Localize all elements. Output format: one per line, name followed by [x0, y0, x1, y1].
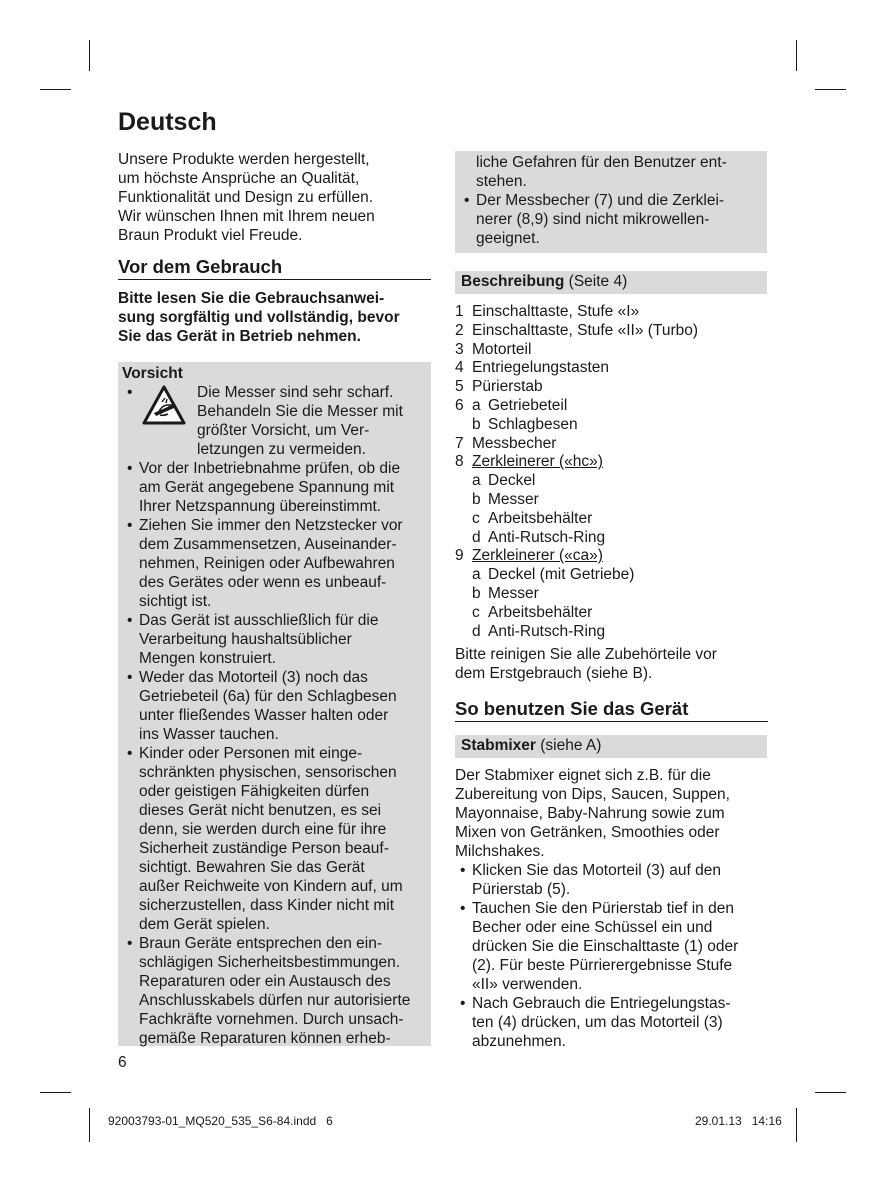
- text-line: Behandeln Sie die Messer mit: [197, 403, 403, 420]
- part-sub-letter: c: [472, 603, 480, 621]
- list-item: [122, 744, 430, 934]
- text-line: Pürierstab (5).: [472, 881, 571, 898]
- text-line: Reparaturen oder ein Austausch des: [139, 973, 391, 990]
- vorsicht-list-continued: [459, 191, 765, 248]
- parts-list-row: [455, 603, 775, 622]
- warning-item: [122, 383, 430, 459]
- part-name: Arbeitsbehälter: [488, 509, 593, 527]
- beschreibung-page-ref: (Seite 4): [568, 273, 628, 290]
- hand-on-knife-warning-icon: [142, 385, 186, 425]
- list-item: [459, 191, 765, 248]
- text-line: • Der Messbecher (7) und die Zerklei-: [476, 192, 725, 209]
- part-sub-letter: d: [472, 622, 481, 640]
- text-line: • Braun Geräte entsprechen den ein-: [139, 935, 382, 952]
- part-number: 9: [455, 547, 464, 565]
- crop-mark: [796, 40, 797, 71]
- text-line: ten (4) drücken, um das Motorteil (3): [472, 1014, 723, 1031]
- crop-mark: [815, 89, 846, 90]
- text-line: Verarbeitung haushaltsüblicher: [139, 631, 352, 648]
- text-line: Braun Produkt viel Freude.: [118, 227, 303, 244]
- page-number: 6: [118, 1054, 127, 1071]
- vorsicht-box: [118, 362, 431, 1046]
- crop-mark: [40, 89, 71, 90]
- part-number: 8: [455, 453, 464, 471]
- text-line: Bitte reinigen Sie alle Zubehörteile vor: [455, 646, 717, 663]
- text-line: Der Stabmixer eignet sich z.B. für die: [455, 767, 711, 784]
- text-line: Bitte lesen Sie die Gebrauchsanwei-: [118, 290, 385, 307]
- part-name: Messer: [488, 584, 539, 602]
- list-item: [122, 934, 430, 1048]
- text-line: letzungen zu vermeiden.: [197, 441, 366, 458]
- text-line: • Klicken Sie das Motorteil (3) auf den: [472, 862, 721, 879]
- text-line: (2). Für beste Pürrierergebnisse Stufe: [472, 957, 733, 974]
- parts-list-row: [455, 415, 775, 434]
- text-line: Sicherheit zuständige Person beauf-: [139, 840, 389, 857]
- text-line: dem Erstgebrauch (siehe B).: [455, 665, 653, 682]
- crop-mark: [89, 40, 90, 71]
- text-line: • Kinder oder Personen mit einge-: [139, 745, 363, 762]
- text-line: des Gerätes oder wenn es unbeauf-: [139, 574, 387, 591]
- list-item: [455, 861, 775, 899]
- part-sub-letter: a: [472, 472, 481, 490]
- text-line: • Das Gerät ist ausschließlich für die: [139, 612, 379, 629]
- text-line: sung sorgfältig und vollständig, bevor: [118, 309, 400, 326]
- stabmixer-title: Stabmixer: [461, 737, 536, 754]
- part-name: Zerkleinerer («ca»): [472, 547, 603, 565]
- text-line: Mayonnaise, Baby-Nahrung sowie zum: [455, 805, 725, 822]
- parts-list-row: [455, 509, 775, 528]
- text-line: • Tauchen Sie den Pürierstab tief in den: [472, 900, 734, 917]
- usage-steps-list: [455, 861, 775, 1051]
- parts-list-row: [455, 302, 775, 321]
- parts-list-row: [455, 434, 775, 453]
- text-line: abzunehmen.: [472, 1033, 566, 1050]
- crop-mark: [815, 1092, 846, 1093]
- part-number: 2: [455, 321, 464, 339]
- text-line: Ihrer Netzspannung übereinstimmt.: [139, 498, 382, 515]
- text-line: Mengen konstruiert.: [139, 650, 276, 667]
- part-number: 1: [455, 303, 464, 320]
- parts-list-row: [455, 546, 775, 565]
- text-line: oder geistigen Fähigkeiten dürfen: [139, 783, 370, 800]
- cleaning-note: [455, 645, 775, 683]
- beschreibung-header: [455, 271, 767, 294]
- list-item: [455, 994, 775, 1051]
- part-name: Motorteil: [472, 340, 532, 358]
- text-line: Milchshakes.: [455, 843, 545, 860]
- text-line: dem Zusammensetzen, Auseinander-: [139, 536, 397, 553]
- section-heading-so-benutzen: So benutzen Sie das Gerät: [455, 698, 768, 722]
- continued-text: [459, 153, 765, 191]
- text-line: gemäße Reparaturen können erheb-: [139, 1030, 391, 1047]
- part-name: Anti-Rutsch-Ring: [488, 528, 606, 546]
- part-name: Arbeitsbehälter: [488, 603, 593, 621]
- part-name: Schlagbesen: [488, 415, 578, 433]
- page-title: Deutsch: [118, 108, 217, 136]
- text-line: sichtigt ist.: [139, 593, 212, 610]
- text-line: • Ziehen Sie immer den Netzstecker vor: [139, 517, 403, 534]
- text-line: Die Messer sind sehr scharf.: [197, 384, 394, 401]
- part-name: Entriegelungstasten: [472, 359, 610, 377]
- warning-text: [197, 383, 403, 459]
- part-sub-letter: b: [472, 584, 481, 602]
- text-line: dieses Gerät nicht benutzen, es sei: [139, 802, 382, 819]
- part-name: Getriebeteil: [488, 396, 568, 414]
- parts-list-row: [455, 584, 775, 603]
- parts-list-row: [455, 622, 775, 641]
- text-line: um höchste Ansprüche an Qualität,: [118, 170, 360, 187]
- vorsicht-list: [122, 459, 430, 1048]
- text-line: dem Gerät spielen.: [139, 916, 270, 933]
- part-sub-letter: a: [472, 396, 481, 414]
- part-name: Pürierstab: [472, 378, 543, 396]
- footer-date-time: 29.01.13 14:16: [695, 1114, 782, 1128]
- part-number: 3: [455, 340, 464, 358]
- text-line: Anschlusskabels dürfen nur autorisierte: [139, 992, 411, 1009]
- text-line: außer Reichweite von Kindern auf, um: [139, 878, 403, 895]
- text-line: Mixen von Getränken, Smoothies oder: [455, 824, 720, 841]
- text-line: nerer (8,9) sind nicht mikrowellen-: [476, 211, 710, 228]
- crop-mark: [89, 1108, 90, 1142]
- text-line: Zubereitung von Dips, Saucen, Suppen,: [455, 786, 730, 803]
- text-line: am Gerät angegebene Spannung mit: [139, 479, 395, 496]
- stabmixer-paragraph: [455, 766, 775, 1051]
- list-item: [122, 516, 430, 611]
- text-line: schlägigen Sicherheitsbestimmungen.: [139, 954, 401, 971]
- text-line: • Nach Gebrauch die Entriegelungstas-: [472, 995, 731, 1012]
- text-line: ins Wasser tauchen.: [139, 726, 279, 743]
- read-instructions-paragraph: [118, 289, 433, 346]
- parts-list: [455, 302, 775, 640]
- text-line: drücken Sie die Einschalttaste (1) oder: [472, 938, 739, 955]
- text-line: Getriebeteil (6a) für den Schlagbesen: [139, 688, 397, 705]
- text-line: sicherzustellen, dass Kinder nicht mit: [139, 897, 395, 914]
- part-number: 4: [455, 359, 464, 377]
- stabmixer-header: [455, 735, 767, 758]
- text-line: nehmen, Reinigen oder Aufbewahren: [139, 555, 395, 572]
- bullet: •: [127, 384, 133, 401]
- part-number: 6: [455, 396, 464, 414]
- part-name: Anti-Rutsch-Ring: [488, 622, 606, 640]
- part-number: 7: [455, 434, 464, 452]
- part-sub-letter: b: [472, 415, 481, 433]
- text-line: schränkten physischen, sensorischen: [139, 764, 397, 781]
- intro-paragraph: [118, 150, 418, 245]
- list-item: [122, 668, 430, 744]
- text-line: Fachkräfte vornehmen. Durch unsach-: [139, 1011, 404, 1028]
- text-line: • Vor der Inbetriebnahme prüfen, ob die: [139, 460, 401, 477]
- text-line: unter fließendes Wasser halten oder: [139, 707, 389, 724]
- text-line: stehen.: [476, 173, 527, 190]
- part-sub-letter: a: [472, 566, 481, 584]
- list-item: [122, 611, 430, 668]
- parts-list-row: [455, 340, 775, 359]
- part-name: Deckel: [488, 472, 536, 490]
- parts-list-row: [455, 528, 775, 547]
- part-name: Einschalttaste, Stufe «I»: [472, 303, 640, 320]
- parts-list-row: [455, 377, 775, 396]
- text-line: Wir wünschen Ihnen mit Ihrem neuen: [118, 208, 375, 225]
- text-line: denn, sie werden durch eine für ihre: [139, 821, 387, 838]
- list-item: [455, 899, 775, 994]
- text-line: • Weder das Motorteil (3) noch das: [139, 669, 368, 686]
- part-name: Zerkleinerer («hc»): [472, 453, 603, 471]
- footer-file-info: 92003793-01_MQ520_535_S6-84.indd 6: [108, 1114, 333, 1128]
- text-line: liche Gefahren für den Benutzer ent-: [476, 154, 727, 171]
- part-sub-letter: d: [472, 528, 481, 546]
- text-line: Funktionalität und Design zu erfüllen.: [118, 189, 374, 206]
- stabmixer-ref: (siehe A): [540, 737, 602, 754]
- text-line: Sie das Gerät in Betrieb nehmen.: [118, 328, 361, 345]
- part-name: Messer: [488, 490, 539, 508]
- part-name: Einschalttaste, Stufe «II» (Turbo): [472, 321, 699, 339]
- parts-list-row: [455, 358, 775, 377]
- parts-list-row: [455, 321, 775, 340]
- part-name: Deckel (mit Getriebe): [488, 566, 635, 584]
- text-line: Unsere Produkte werden hergestellt,: [118, 151, 370, 168]
- text-line: «II» verwenden.: [472, 976, 583, 993]
- crop-mark: [40, 1092, 71, 1093]
- text-line: geeignet.: [476, 230, 540, 247]
- parts-list-row: [455, 490, 775, 509]
- parts-list-row: [455, 396, 775, 415]
- text-line: größter Vorsicht, um Ver-: [197, 422, 370, 439]
- parts-list-row: [455, 452, 775, 471]
- part-number: 5: [455, 378, 464, 396]
- part-name: Messbecher: [472, 434, 557, 452]
- text-line: sichtigt. Bewahren Sie das Gerät: [139, 859, 365, 876]
- crop-mark: [796, 1108, 797, 1142]
- beschreibung-title: Beschreibung: [461, 273, 565, 290]
- part-sub-letter: c: [472, 509, 480, 527]
- text-line: Becher oder eine Schüssel ein und: [472, 919, 713, 936]
- parts-list-row: [455, 565, 775, 584]
- part-sub-letter: b: [472, 490, 481, 508]
- list-item: [122, 459, 430, 516]
- vorsicht-title: Vorsicht: [122, 365, 183, 382]
- parts-list-row: [455, 471, 775, 490]
- vorsicht-box-continued: [455, 151, 767, 253]
- section-heading-vor-dem-gebrauch: Vor dem Gebrauch: [118, 256, 431, 280]
